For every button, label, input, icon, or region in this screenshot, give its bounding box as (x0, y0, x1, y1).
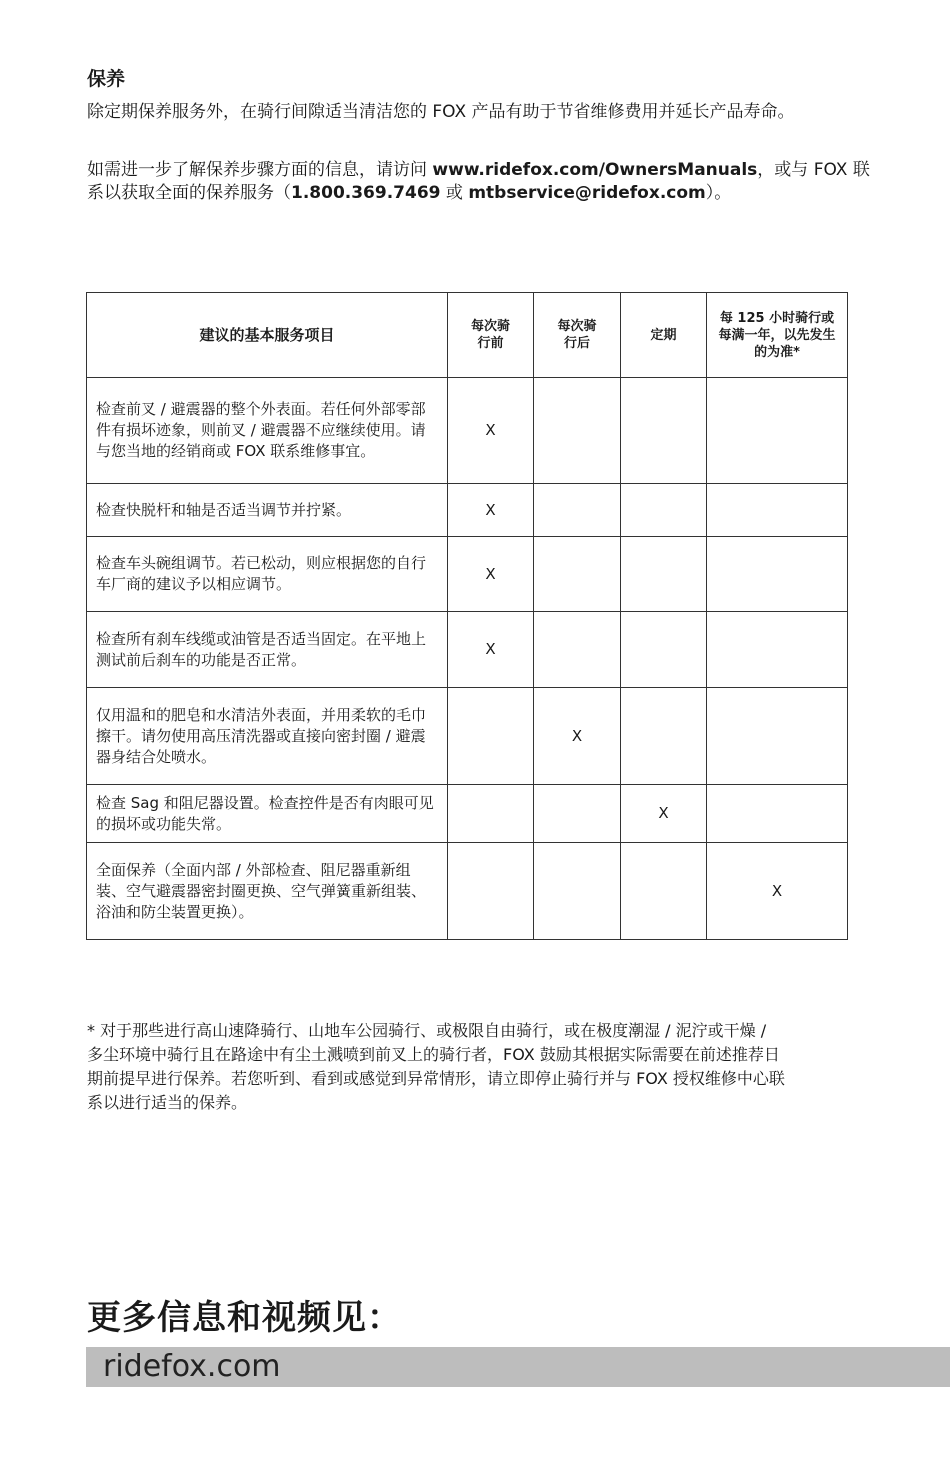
hours-mark (707, 378, 848, 484)
header-every-125-hours (707, 293, 848, 378)
url-bar (86, 1347, 950, 1387)
header-after-ride-label: 每次骑行后 (557, 319, 597, 351)
table-row (87, 785, 848, 843)
service-item-text: 检查 Sag 和阻尼器设置。检查控件是否有肉眼可见的损坏或功能失常。 (87, 785, 448, 843)
paragraph-text: 或 (440, 183, 469, 203)
table-row (87, 484, 848, 537)
service-item-text: 检查快脱杆和轴是否适当调节并拧紧。 (87, 484, 448, 537)
service-item-text: 仅用温和的肥皂和水清洁外表面，并用柔软的毛巾擦干。请勿使用高压清洗器或直接向密封圈 / 避震器身结合处喷水。 (87, 688, 448, 785)
periodic-mark (621, 688, 707, 785)
table-row (87, 612, 848, 688)
after-ride-mark (534, 843, 621, 940)
phone-number: 1.800.369.7469 (291, 183, 441, 203)
service-schedule-table (86, 292, 848, 940)
after-ride-mark (534, 785, 621, 843)
footnote: * 对于那些进行高山速降骑行、山地车公园骑行、或极限自由骑行，或在极度潮湿 / 泥泞或干燥 / 多尘环境中骑行且在路途中有尘土溅喷到前叉上的骑行者，FOX 鼓励其根据实际需要在前述推荐日期前提早进行保养。若您听到、看到或感觉到异常情形，请立即停止骑行并与 FOX 授权维修中心联系以进行适当的保养。 (87, 1021, 785, 1112)
periodic-mark (621, 843, 707, 940)
before-ride-mark (448, 843, 534, 940)
periodic-mark (621, 612, 707, 688)
ridefox-url-link[interactable]: ridefox.com (103, 1349, 281, 1384)
before-ride-mark: X (448, 612, 534, 688)
after-ride-mark: X (534, 688, 621, 785)
service-item-text: 检查车头碗组调节。若已松动，则应根据您的自行车厂商的建议予以相应调节。 (87, 537, 448, 612)
service-item-text: 全面保养（全面内部 / 外部检查、阻尼器重新组装、空气避震器密封圈更换、空气弹簧重新组装、浴油和防尘装置更换）。 (87, 843, 448, 940)
table-row (87, 843, 848, 940)
header-periodic: 定期 (621, 293, 707, 378)
table-row (87, 378, 848, 484)
owners-manuals-link[interactable]: www.ridefox.com/OwnersManuals (432, 160, 758, 180)
after-ride-mark (534, 537, 621, 612)
paragraph-text: ）。 (705, 183, 732, 203)
periodic-mark (621, 484, 707, 537)
header-after-ride (534, 293, 621, 378)
periodic-mark: X (621, 785, 707, 843)
header-service-item: 建议的基本服务项目 (87, 293, 448, 378)
table-header-row (87, 293, 848, 378)
service-item-text: 检查所有刹车线缆或油管是否适当固定。在平地上测试前后刹车的功能是否正常。 (87, 612, 448, 688)
header-before-ride (448, 293, 534, 378)
more-info-heading: 更多信息和视频见： (87, 1298, 402, 1338)
service-email-link[interactable]: mtbservice@ridefox.com (468, 183, 706, 203)
paragraph-text: 如需进一步了解保养步骤方面的信息，请访问 (87, 160, 433, 180)
after-ride-mark (534, 484, 621, 537)
after-ride-mark (534, 378, 621, 484)
hours-mark (707, 537, 848, 612)
hours-mark: X (707, 843, 848, 940)
before-ride-mark (448, 785, 534, 843)
table-row (87, 537, 848, 612)
header-every-125-hours-label: 每 125 小时骑行或每满一年，以先发生的为准* (718, 310, 836, 360)
header-before-ride-label: 每次骑行前 (470, 319, 510, 351)
paragraph-text: ，或与 FOX 联系以获取全面的保养服务（ (87, 160, 870, 203)
maintenance-heading: 保养 (87, 68, 126, 90)
periodic-mark (621, 378, 707, 484)
before-ride-mark: X (448, 537, 534, 612)
hours-mark (707, 688, 848, 785)
before-ride-mark (448, 688, 534, 785)
before-ride-mark: X (448, 378, 534, 484)
maintenance-intro-paragraph: 除定期保养服务外，在骑行间隙适当清洁您的 FOX 产品有助于节省维修费用并延长产品寿命。 (87, 102, 795, 122)
before-ride-mark: X (448, 484, 534, 537)
hours-mark (707, 484, 848, 537)
table-row (87, 688, 848, 785)
hours-mark (707, 612, 848, 688)
periodic-mark (621, 537, 707, 612)
hours-mark (707, 785, 848, 843)
maintenance-info-paragraph (87, 159, 872, 205)
service-item-text: 检查前叉 / 避震器的整个外表面。若任何外部零部件有损坏迹象，则前叉 / 避震器不应继续使用。请与您当地的经销商或 FOX 联系维修事宜。 (87, 378, 448, 484)
after-ride-mark (534, 612, 621, 688)
